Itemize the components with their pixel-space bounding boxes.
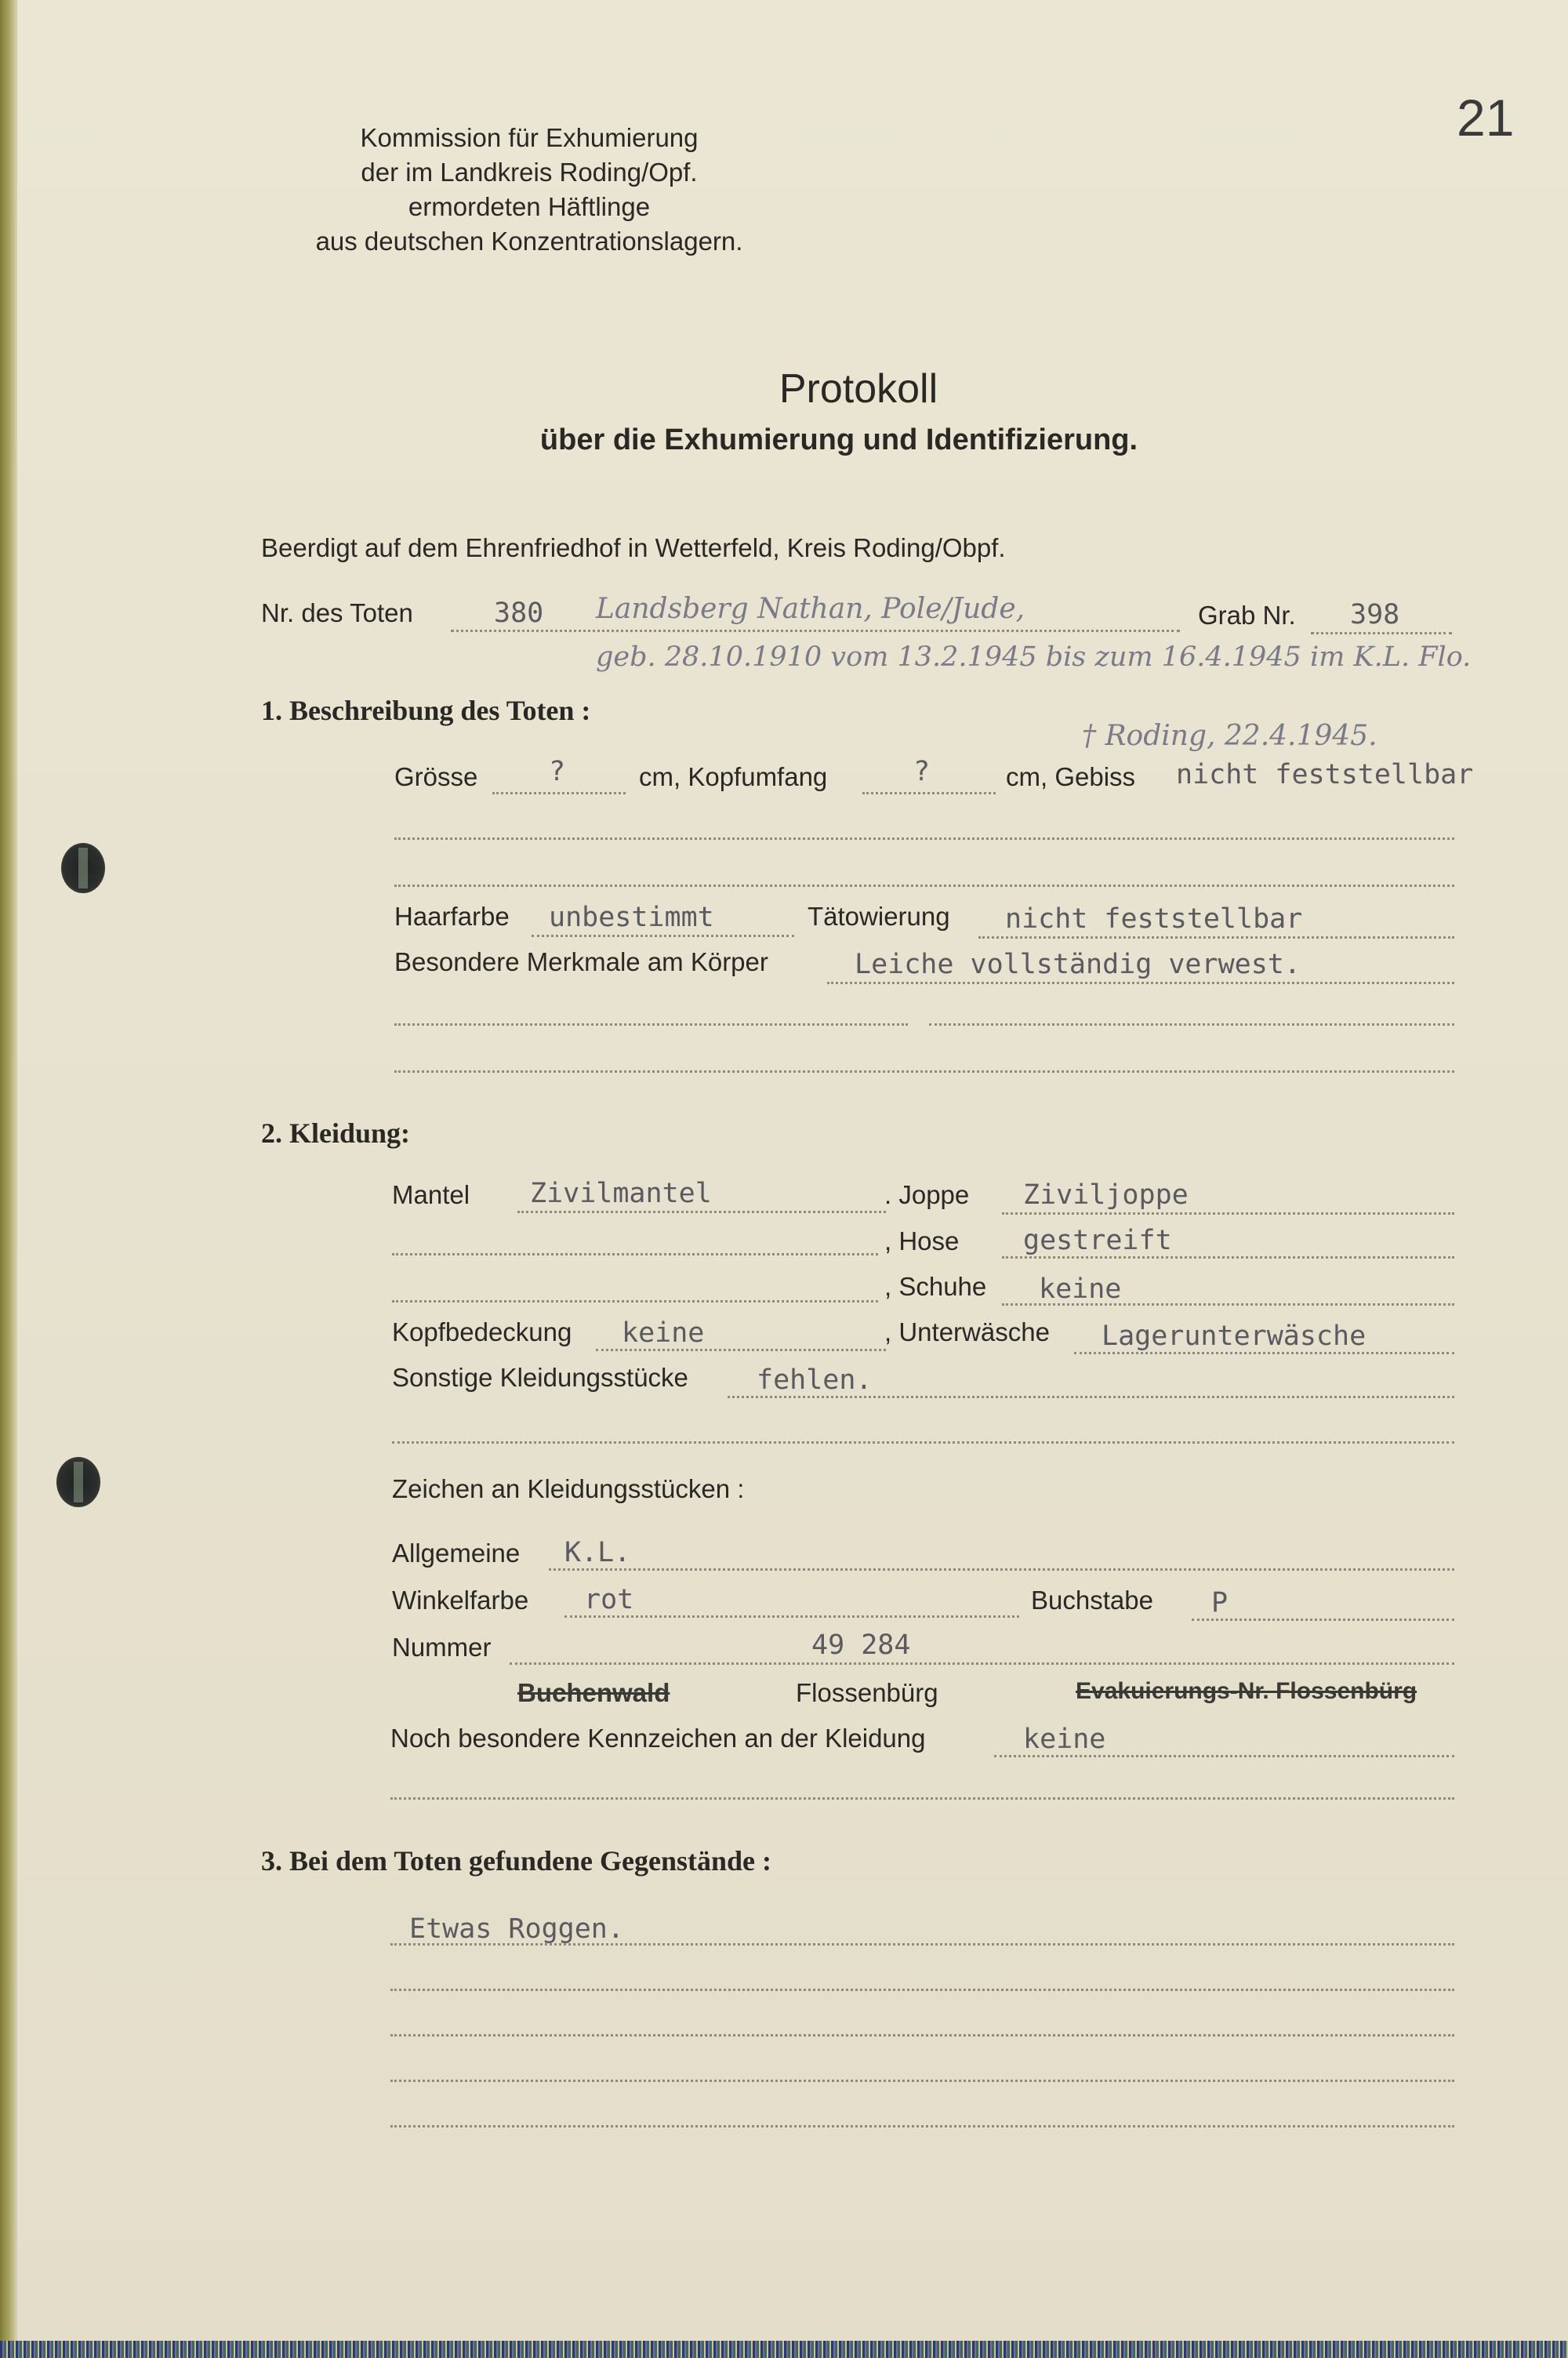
groesse-dotted-line (492, 792, 626, 794)
gegenstaende-value: Etwas Roggen. (409, 1913, 624, 1945)
gegenstaende-dotted-line-1 (390, 1943, 1454, 1946)
winkelfarbe-label: Winkelfarbe (392, 1586, 529, 1615)
grab-value: 398 (1350, 599, 1400, 630)
kleidung-blank-1 (392, 1253, 878, 1255)
allgemeine-value: K.L. (564, 1537, 631, 1568)
mantel-label: Mantel (392, 1180, 470, 1209)
punch-hole-top (61, 843, 105, 893)
line-4-blank (394, 1070, 1454, 1073)
mantel-value: Zivilmantel (530, 1178, 712, 1209)
kopfbedeckung-label: Kopfbedeckung (392, 1317, 572, 1346)
commission-line-1: Kommission für Exhumierung (360, 123, 699, 152)
schuhe-label: , Schuhe (884, 1272, 987, 1301)
buchstabe-dotted-line (1192, 1619, 1454, 1621)
grab-dotted-line (1311, 632, 1452, 634)
grab-label: Grab Nr. (1198, 601, 1296, 630)
joppe-value: Ziviljoppe (1023, 1179, 1189, 1211)
line-2-blank (394, 885, 1454, 887)
kopfbedeckung-dotted-line (596, 1349, 886, 1351)
gegenstaende-dotted-line-5 (390, 2125, 1454, 2127)
evakuierungs-stamp: Evakuierungs-Nr. Flossenbürg (1076, 1678, 1417, 1704)
hose-label: , Hose (884, 1226, 960, 1255)
schuhe-dotted-line (1002, 1303, 1454, 1306)
groesse-value: ? (549, 756, 566, 787)
joppe-dotted-line (1002, 1212, 1454, 1215)
nr-dotted-line (451, 630, 1180, 632)
document-page (14, 0, 1568, 2358)
gegenstaende-dotted-line-2 (390, 1989, 1454, 1991)
nr-label: Nr. des Toten (261, 598, 413, 627)
nr-value: 380 (494, 598, 544, 629)
allgemeine-dotted-line (549, 1568, 1454, 1571)
punch-hole-bottom (56, 1457, 100, 1507)
page-edge (0, 0, 17, 2358)
kopfbedeckung-value: keine (622, 1317, 705, 1349)
joppe-label: . Joppe (884, 1180, 970, 1209)
nummer-dotted-line (510, 1662, 1454, 1665)
hose-dotted-line (1002, 1256, 1454, 1259)
merkmale-dotted-line (827, 982, 1454, 984)
noch-value: keine (1023, 1724, 1106, 1755)
nummer-label: Nummer (392, 1633, 492, 1662)
sonstige-dotted-line (728, 1396, 1454, 1398)
zeichen-label: Zeichen an Kleidungsstücken : (392, 1474, 745, 1503)
page-number: 21 (1457, 89, 1515, 147)
winkelfarbe-value: rot (584, 1584, 634, 1615)
flossenbuerg-label: Flossenbürg (796, 1678, 938, 1707)
section-1-heading: 1. Beschreibung des Toten : (261, 695, 591, 726)
commission-line-4: aus deutschen Konzentrationslagern. (315, 227, 743, 256)
line-1-blank (394, 837, 1454, 840)
document-subtitle: über die Exhumierung und Identifizierung. (539, 423, 1138, 456)
commission-line-2: der im Landkreis Roding/Opf. (361, 158, 698, 187)
scan-color-strip (0, 2341, 1568, 2358)
unterwaesche-label: , Unterwäsche (884, 1317, 1050, 1346)
kopfumfang-value: ? (913, 756, 931, 787)
kleidung-blank-2 (392, 1300, 878, 1303)
gegenstaende-dotted-line-3 (390, 2034, 1454, 2036)
haarfarbe-label: Haarfarbe (394, 902, 510, 931)
unterwaesche-value: Lagerunterwäsche (1102, 1321, 1367, 1352)
section-3-heading: 3. Bei dem Toten gefundene Gegenstände : (261, 1845, 772, 1877)
unterwaesche-dotted-line (1074, 1352, 1454, 1354)
sonstige-value: fehlen. (757, 1364, 873, 1396)
hose-value: gestreift (1023, 1225, 1172, 1256)
taetowierung-dotted-line (978, 936, 1454, 939)
taetowierung-value: nicht feststellbar (1005, 903, 1303, 935)
groesse-label: Grösse (394, 762, 478, 791)
buchstabe-value: P (1211, 1587, 1229, 1619)
haarfarbe-value: unbestimmt (549, 902, 714, 933)
document-title: Protokoll (779, 366, 938, 412)
commission-line-3: ermordeten Häftlinge (408, 192, 651, 221)
gebiss-label: cm, Gebiss (1006, 762, 1136, 791)
sonstige-label: Sonstige Kleidungsstücke (392, 1363, 688, 1392)
section-2-heading: 2. Kleidung: (261, 1117, 411, 1149)
taetowierung-label: Tätowierung (808, 902, 950, 931)
line-3a-blank (394, 1023, 908, 1026)
noch-label: Noch besondere Kennzeichen an der Kleidung (390, 1724, 926, 1753)
haarfarbe-dotted-line (532, 935, 794, 937)
buchstabe-label: Buchstabe (1031, 1586, 1153, 1615)
allgemeine-label: Allgemeine (392, 1539, 521, 1568)
kleidung-blank-3 (392, 1441, 1454, 1444)
line-3b-blank (929, 1023, 1454, 1026)
kopfumfang-dotted-line (862, 792, 996, 794)
kleidung-blank-4 (390, 1797, 1454, 1800)
gegenstaende-dotted-line-4 (390, 2080, 1454, 2082)
schuhe-value: keine (1039, 1273, 1122, 1305)
kopfumfang-label: cm, Kopfumfang (639, 762, 828, 791)
buchenwald-stamp: Buchenwald (517, 1678, 670, 1707)
burial-line: Beerdigt auf dem Ehrenfriedhof in Wetterfeld, Kreis Roding/Obpf. (261, 533, 1006, 562)
name-handwritten: Landsberg Nathan, Pole/Jude, (596, 593, 1025, 625)
birth-line-handwritten: geb. 28.10.1910 vom 13.2.1945 bis zum 16.4.1945 im K.L. Flo. (596, 641, 1472, 673)
merkmale-value: Leiche vollständig verwest. (855, 949, 1301, 980)
gebiss-value: nicht feststellbar (1176, 759, 1474, 790)
winkelfarbe-dotted-line (564, 1615, 1019, 1618)
merkmale-label: Besondere Merkmale am Körper (394, 947, 768, 976)
death-line-handwritten: † Roding, 22.4.1945. (1082, 720, 1377, 752)
noch-dotted-line (994, 1755, 1454, 1757)
nummer-value: 49 284 (811, 1630, 911, 1661)
mantel-dotted-line (517, 1211, 886, 1213)
